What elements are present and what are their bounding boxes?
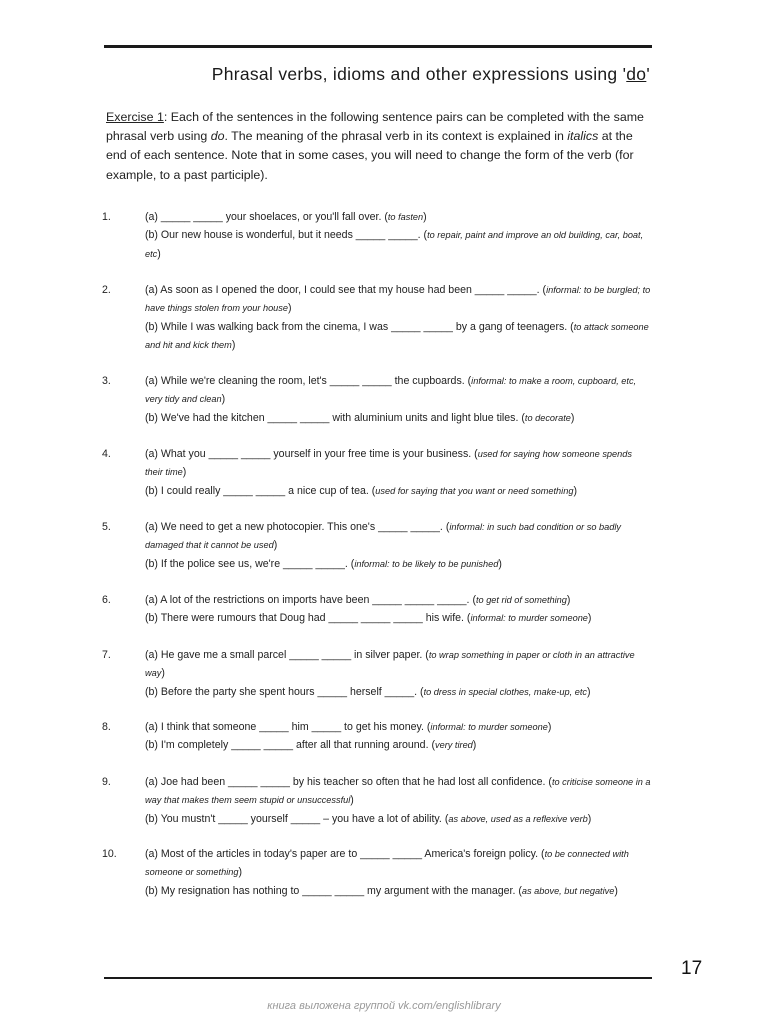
sentence-b: (b) My resignation has nothing to _____ _____ my argument with the manager. (as above, but negative) [145,884,618,897]
item-number: 10. [102,848,117,860]
item-number: 2. [102,284,111,296]
title-keyword: do [626,64,647,84]
sentence-b: (b) There were rumours that Doug had _____ _____ _____ his wife. (informal: to murder someone) [145,612,592,625]
sentence-b: (b) I could really _____ _____ a nice cup of tea. (used for saying that you want or need something) [145,484,577,497]
sentence-a: (a) I think that someone _____ him _____ to get his money. (informal: to murder someone) [145,721,552,733]
exercise-instructions: Exercise 1: Each of the sentences in the following sentence pairs can be completed with the same phrasal verb using do. The meaning of the phrasal verb in its context is explained in italics at the end of each sentence. Note that in some cases, you will need to change the form of the verb (for example, to a past participle). [106,110,644,182]
item-number: 7. [102,649,111,661]
sentence-a: (a) Joe had been _____ _____ by his teacher so often that he had lost all confidence. (to criticise someone in a way that makes them seem stupid or unsuccessful) [145,776,651,807]
item-number: 6. [102,594,111,606]
sentence-b: (b) If the police see us, we're _____ _____. (informal: to be likely to be punished) [145,557,502,570]
sentence-a: (a) As soon as I opened the door, I could see that my house had been _____ _____. (informal: to be burgled; to have things stolen from your house) [145,284,651,315]
item-number: 5. [102,521,111,533]
sentence-a: (a) A lot of the restrictions on imports have been _____ _____ _____. (to get rid of something) [145,594,571,606]
item-number: 4. [102,448,111,460]
sentence-b: (b) Our new house is wonderful, but it needs _____ _____. (to repair, paint and improve an old building, car, boat, etc) [145,229,644,260]
item-number: 8. [102,721,111,733]
sentence-a: (a) _____ _____ your shoelaces, or you'll fall over. (to fasten) [145,211,427,223]
item-number: 3. [102,375,111,387]
sentence-b: (b) I'm completely _____ _____ after all that running around. (very tired) [145,739,477,752]
item-number: 1. [102,211,111,223]
exercise-label: Exercise 1 [106,110,164,124]
sentence-a: (a) While we're cleaning the room, let's _____ _____ the cupboards. (informal: to make a room, cupboard, etc, very tidy and clean) [145,375,637,406]
item-number: 9. [102,776,111,788]
sentence-a: (a) Most of the articles in today's paper are to _____ _____ America's foreign policy. (to be connected with someone or something) [145,848,629,879]
sentence-b: (b) While I was walking back from the cinema, I was _____ _____ by a gang of teenagers. (to attack someone and hit and kick them) [145,320,649,351]
footer-credit: книга выложена группой vk.com/englishlibrary [267,1000,501,1012]
sentence-b: (b) Before the party she spent hours _____ herself _____. (to dress in special clothes, make-up, etc) [145,685,591,698]
sentence-a: (a) We need to get a new photocopier. This one's _____ _____. (informal: in such bad condition or so badly damaged that it cannot be used) [145,521,621,552]
sentence-a: (a) What you _____ _____ yourself in your free time is your business. (used for saying how someone spends their time) [145,448,632,479]
sentence-a: (a) He gave me a small parcel _____ _____ in silver paper. (to wrap something in paper or cloth in an attractive way) [145,649,635,680]
top-rule [104,45,652,48]
bottom-rule [104,977,652,979]
page-number: 17 [681,958,703,979]
page-title: Phrasal verbs, idioms and other expressions using 'do' [211,64,650,84]
sentence-b: (b) You mustn't _____ yourself _____ – you have a lot of ability. (as above, used as a reflexive verb) [145,812,592,825]
sentence-b: (b) We've had the kitchen _____ _____ with aluminium units and light blue tiles. (to decorate) [145,411,575,424]
